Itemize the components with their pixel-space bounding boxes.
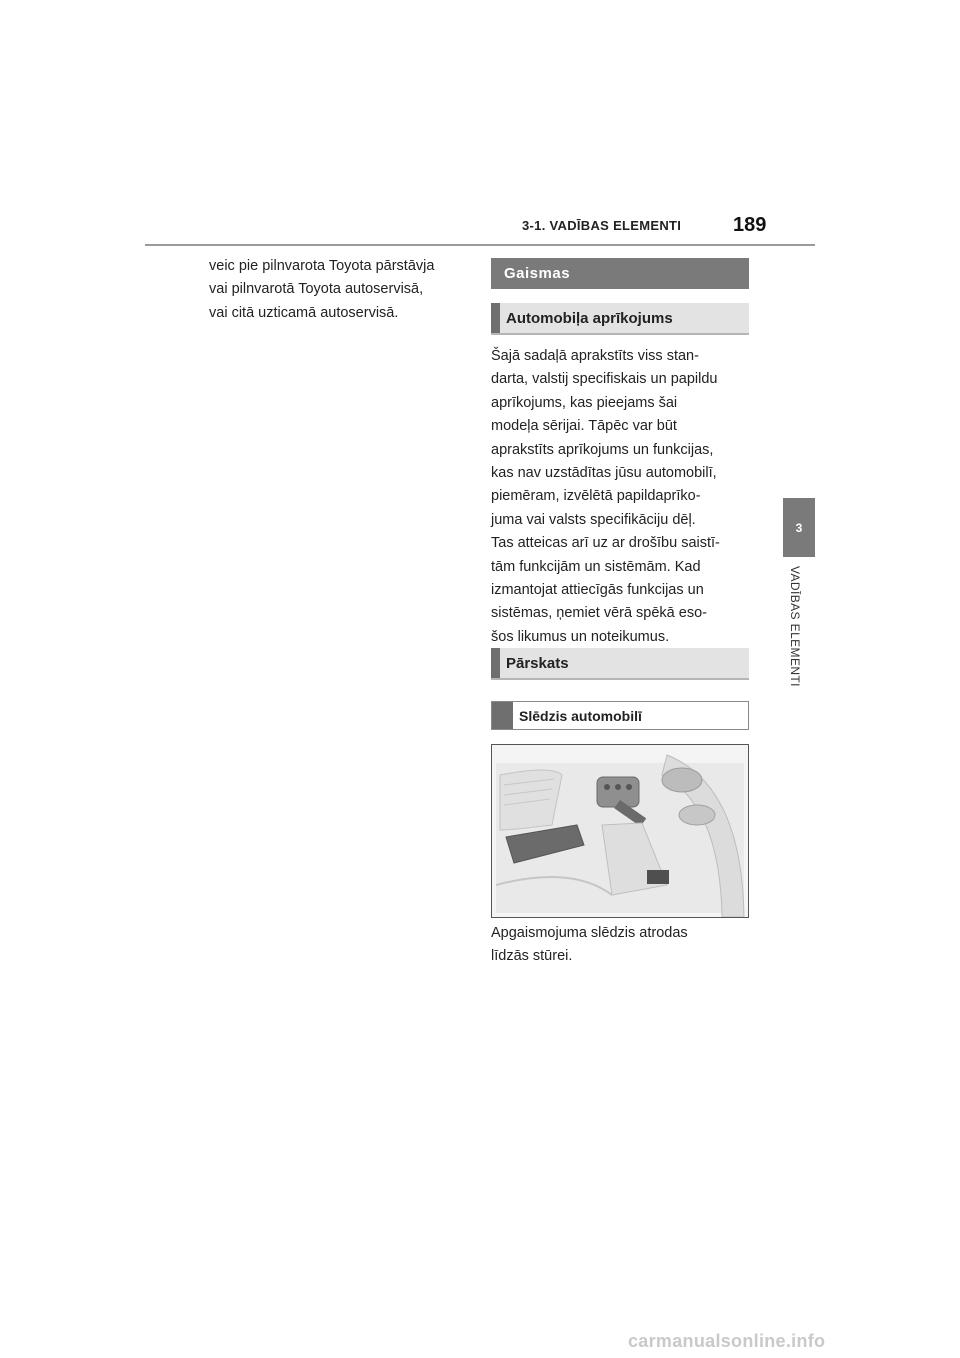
section-title: 3-1. VADĪBAS ELEMENTI xyxy=(522,218,682,233)
text-line: veic pie pilnvarota Toyota pārstāvja xyxy=(209,258,435,274)
light-switch-figure xyxy=(491,744,749,918)
heading-switch-label: Slēdzis automobilī xyxy=(519,707,642,724)
heading-lights-label: Gaismas xyxy=(504,265,571,282)
heading-overview xyxy=(491,648,749,680)
heading-marker xyxy=(491,303,500,333)
text-line: aprīkojums, kas pieejams šai xyxy=(491,394,678,411)
page-number: 189 xyxy=(733,214,767,236)
text-line: tām funkcijām un sistēmām. Kad xyxy=(491,558,701,575)
equipment-paragraph xyxy=(491,345,761,649)
text-line: Tas atteicas arī uz ar drošību saistī- xyxy=(491,535,720,552)
text-line: Apgaismojuma slēdzis atrodas xyxy=(491,925,688,941)
left-paragraph xyxy=(209,255,469,325)
dashboard-illustration xyxy=(492,745,748,917)
chapter-number: 3 xyxy=(795,520,803,535)
heading-equipment-label: Automobiļa aprīkojums xyxy=(506,309,673,327)
text-line: modeļa sērijai. Tāpēc var būt xyxy=(491,418,677,435)
site-watermark: carmanualsonline.info xyxy=(628,1331,826,1351)
figure-caption xyxy=(491,922,761,969)
text-line: Šajā sadaļā aprakstīts viss stan- xyxy=(491,348,699,364)
text-line: sistēmas, ņemiet vērā spēkā eso- xyxy=(491,605,707,622)
text-line: vai pilnvarotā Toyota autoservisā, xyxy=(209,281,424,298)
heading-lights xyxy=(491,258,749,289)
text-line: darta, valstij specifiskais un papildu xyxy=(491,371,718,388)
chapter-tab xyxy=(783,498,815,557)
heading-marker xyxy=(491,648,500,678)
text-line: juma vai valsts specifikāciju dēļ. xyxy=(491,511,696,528)
text-line: aprakstīts aprīkojums un funkcijas, xyxy=(491,441,714,458)
heading-overview-label: Pārskats xyxy=(506,654,569,672)
text-line: kas nav uzstādītas jūsu automobilī, xyxy=(491,465,717,482)
text-line: vai citā uzticamā autoservisā. xyxy=(209,304,399,321)
text-line: līdzās stūrei. xyxy=(491,948,573,965)
text-line: piemēram, izvēlētā papildaprīko- xyxy=(491,488,701,505)
text-line: šos likumus un noteikumus. xyxy=(491,628,670,645)
chapter-label: VADĪBAS ELEMENTI xyxy=(788,566,802,687)
heading-switch xyxy=(491,701,749,730)
heading-equipment xyxy=(491,303,749,335)
heading-marker xyxy=(492,702,513,729)
header-divider xyxy=(145,244,815,246)
text-line: izmantojat attiecīgās funkcijas un xyxy=(491,582,704,599)
